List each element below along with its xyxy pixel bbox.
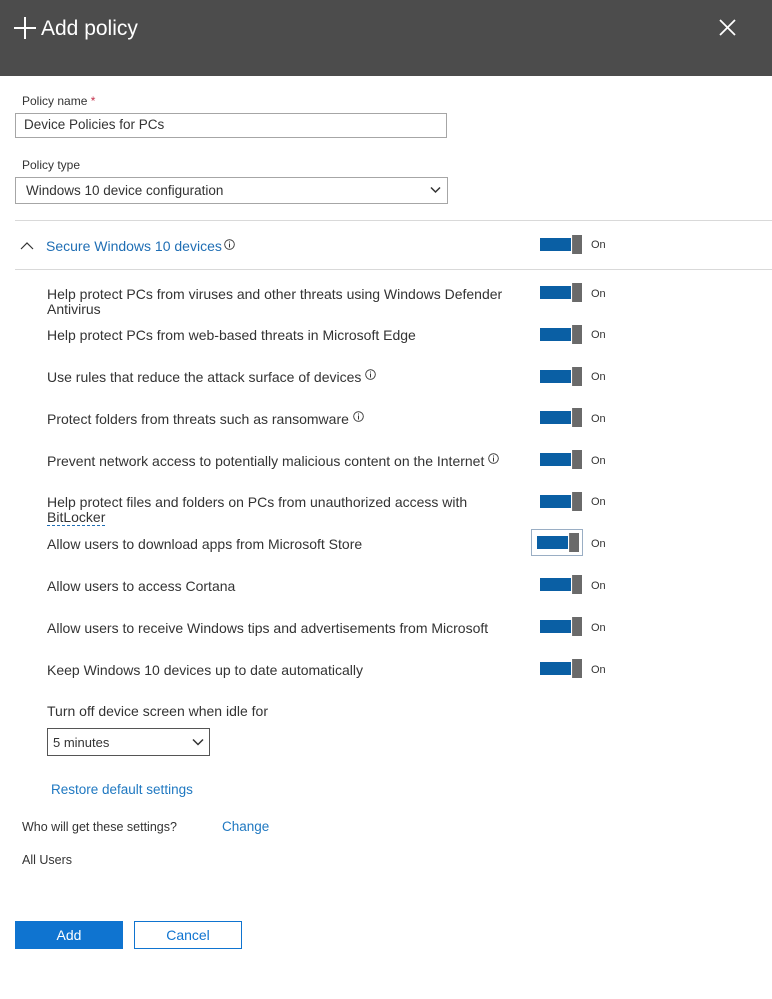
panel-header bbox=[0, 0, 772, 76]
section-title bbox=[46, 238, 235, 254]
setting-label-edge: Help protect PCs from web-based threats in Microsoft Edge bbox=[47, 327, 416, 343]
toggle-fill bbox=[540, 370, 571, 383]
policy-name-label bbox=[22, 93, 95, 109]
toggle-state: On bbox=[591, 329, 606, 341]
toggle-fill bbox=[540, 578, 571, 591]
bitlocker-link[interactable]: BitLocker bbox=[47, 509, 106, 525]
toggle-windows-tips[interactable] bbox=[538, 617, 582, 636]
required-marker: * bbox=[90, 94, 96, 108]
toggle-fill bbox=[540, 328, 571, 341]
toggle-thumb bbox=[573, 325, 582, 344]
setting-label-cortana: Allow users to access Cortana bbox=[47, 578, 236, 594]
toggle-state: On bbox=[591, 664, 606, 676]
toggle-thumb bbox=[573, 235, 582, 254]
info-icon[interactable] bbox=[353, 411, 364, 422]
policy-type-label: Policy type bbox=[22, 158, 81, 172]
setting-label-attack-surface bbox=[47, 370, 517, 385]
toggle-state: On bbox=[591, 580, 606, 592]
idle-timeout-value: 5 minutes bbox=[53, 735, 110, 750]
toggle-ransomware[interactable] bbox=[538, 408, 582, 427]
toggle-thumb bbox=[573, 450, 582, 469]
toggle-state: On bbox=[591, 239, 606, 251]
toggle-attack-surface[interactable] bbox=[538, 367, 582, 386]
section-master-toggle[interactable] bbox=[538, 235, 582, 254]
toggle-fill bbox=[540, 495, 571, 508]
toggle-state: On bbox=[591, 496, 606, 508]
chevron-up-icon bbox=[20, 241, 34, 250]
idle-timeout-select[interactable] bbox=[47, 728, 210, 756]
info-icon[interactable] bbox=[488, 453, 499, 464]
toggle-cortana[interactable] bbox=[538, 575, 582, 594]
toggle-thumb bbox=[573, 492, 582, 511]
toggle-fill bbox=[540, 620, 571, 633]
policy-type-value: Windows 10 device configuration bbox=[26, 183, 224, 198]
toggle-thumb bbox=[573, 575, 582, 594]
info-icon[interactable] bbox=[365, 369, 376, 380]
setting-text: Prevent network access to potentially malicious content on the Internet bbox=[47, 453, 485, 469]
change-assignment-link[interactable]: Change bbox=[222, 819, 270, 834]
toggle-thumb bbox=[573, 617, 582, 636]
add-button[interactable]: Add bbox=[15, 921, 123, 949]
toggle-fill bbox=[540, 286, 571, 299]
toggle-thumb bbox=[573, 367, 582, 386]
cancel-button[interactable]: Cancel bbox=[134, 921, 242, 949]
setting-label-defender: Help protect PCs from viruses and other threats using Windows Defender Antivirus bbox=[47, 286, 503, 317]
toggle-microsoft-store[interactable] bbox=[535, 533, 579, 552]
toggle-thumb bbox=[570, 533, 579, 552]
toggle-fill bbox=[540, 662, 571, 675]
divider bbox=[15, 220, 772, 221]
toggle-fill bbox=[540, 238, 571, 251]
setting-label-network-protection bbox=[47, 454, 517, 469]
toggle-thumb bbox=[573, 283, 582, 302]
chevron-down-icon bbox=[192, 738, 204, 746]
toggle-fill bbox=[537, 536, 568, 549]
toggle-edge[interactable] bbox=[538, 325, 582, 344]
close-icon[interactable] bbox=[718, 18, 737, 37]
toggle-network-protection[interactable] bbox=[538, 450, 582, 469]
setting-label-windows-tips: Allow users to receive Windows tips and advertisements from Microsoft bbox=[47, 620, 489, 636]
setting-text: Use rules that reduce the attack surface of devices bbox=[47, 369, 362, 385]
toggle-thumb bbox=[573, 659, 582, 678]
toggle-state: On bbox=[591, 538, 606, 550]
divider bbox=[15, 269, 772, 270]
setting-label-auto-update: Keep Windows 10 devices up to date automatically bbox=[47, 662, 363, 678]
assignment-value: All Users bbox=[22, 853, 73, 867]
policy-type-select[interactable] bbox=[15, 177, 448, 204]
idle-timeout-label: Turn off device screen when idle for bbox=[47, 703, 269, 719]
toggle-state: On bbox=[591, 288, 606, 300]
policy-name-label-text: Policy name bbox=[22, 94, 88, 108]
toggle-fill bbox=[540, 453, 571, 466]
setting-label-bitlocker bbox=[47, 495, 517, 525]
chevron-down-icon bbox=[430, 186, 441, 194]
restore-defaults-link[interactable]: Restore default settings bbox=[51, 782, 193, 797]
toggle-thumb bbox=[573, 408, 582, 427]
panel-title: Add policy bbox=[41, 17, 138, 40]
section-title-text: Secure Windows 10 devices bbox=[46, 238, 222, 254]
toggle-state: On bbox=[591, 371, 606, 383]
setting-label-microsoft-store: Allow users to download apps from Microsoft Store bbox=[47, 536, 363, 552]
toggle-state: On bbox=[591, 455, 606, 467]
toggle-fill bbox=[540, 411, 571, 424]
policy-name-input[interactable]: Device Policies for PCs bbox=[15, 113, 447, 138]
setting-text: Protect folders from threats such as ransomware bbox=[47, 411, 349, 427]
info-icon[interactable] bbox=[224, 239, 235, 250]
toggle-state: On bbox=[591, 622, 606, 634]
plus-icon bbox=[14, 17, 36, 39]
toggle-state: On bbox=[591, 413, 606, 425]
toggle-defender[interactable] bbox=[538, 283, 582, 302]
toggle-auto-update[interactable] bbox=[538, 659, 582, 678]
setting-label-ransomware bbox=[47, 412, 517, 427]
toggle-bitlocker[interactable] bbox=[538, 492, 582, 511]
assignment-question: Who will get these settings? bbox=[22, 820, 177, 834]
setting-text: Help protect files and folders on PCs from unauthorized access with bbox=[47, 494, 468, 510]
